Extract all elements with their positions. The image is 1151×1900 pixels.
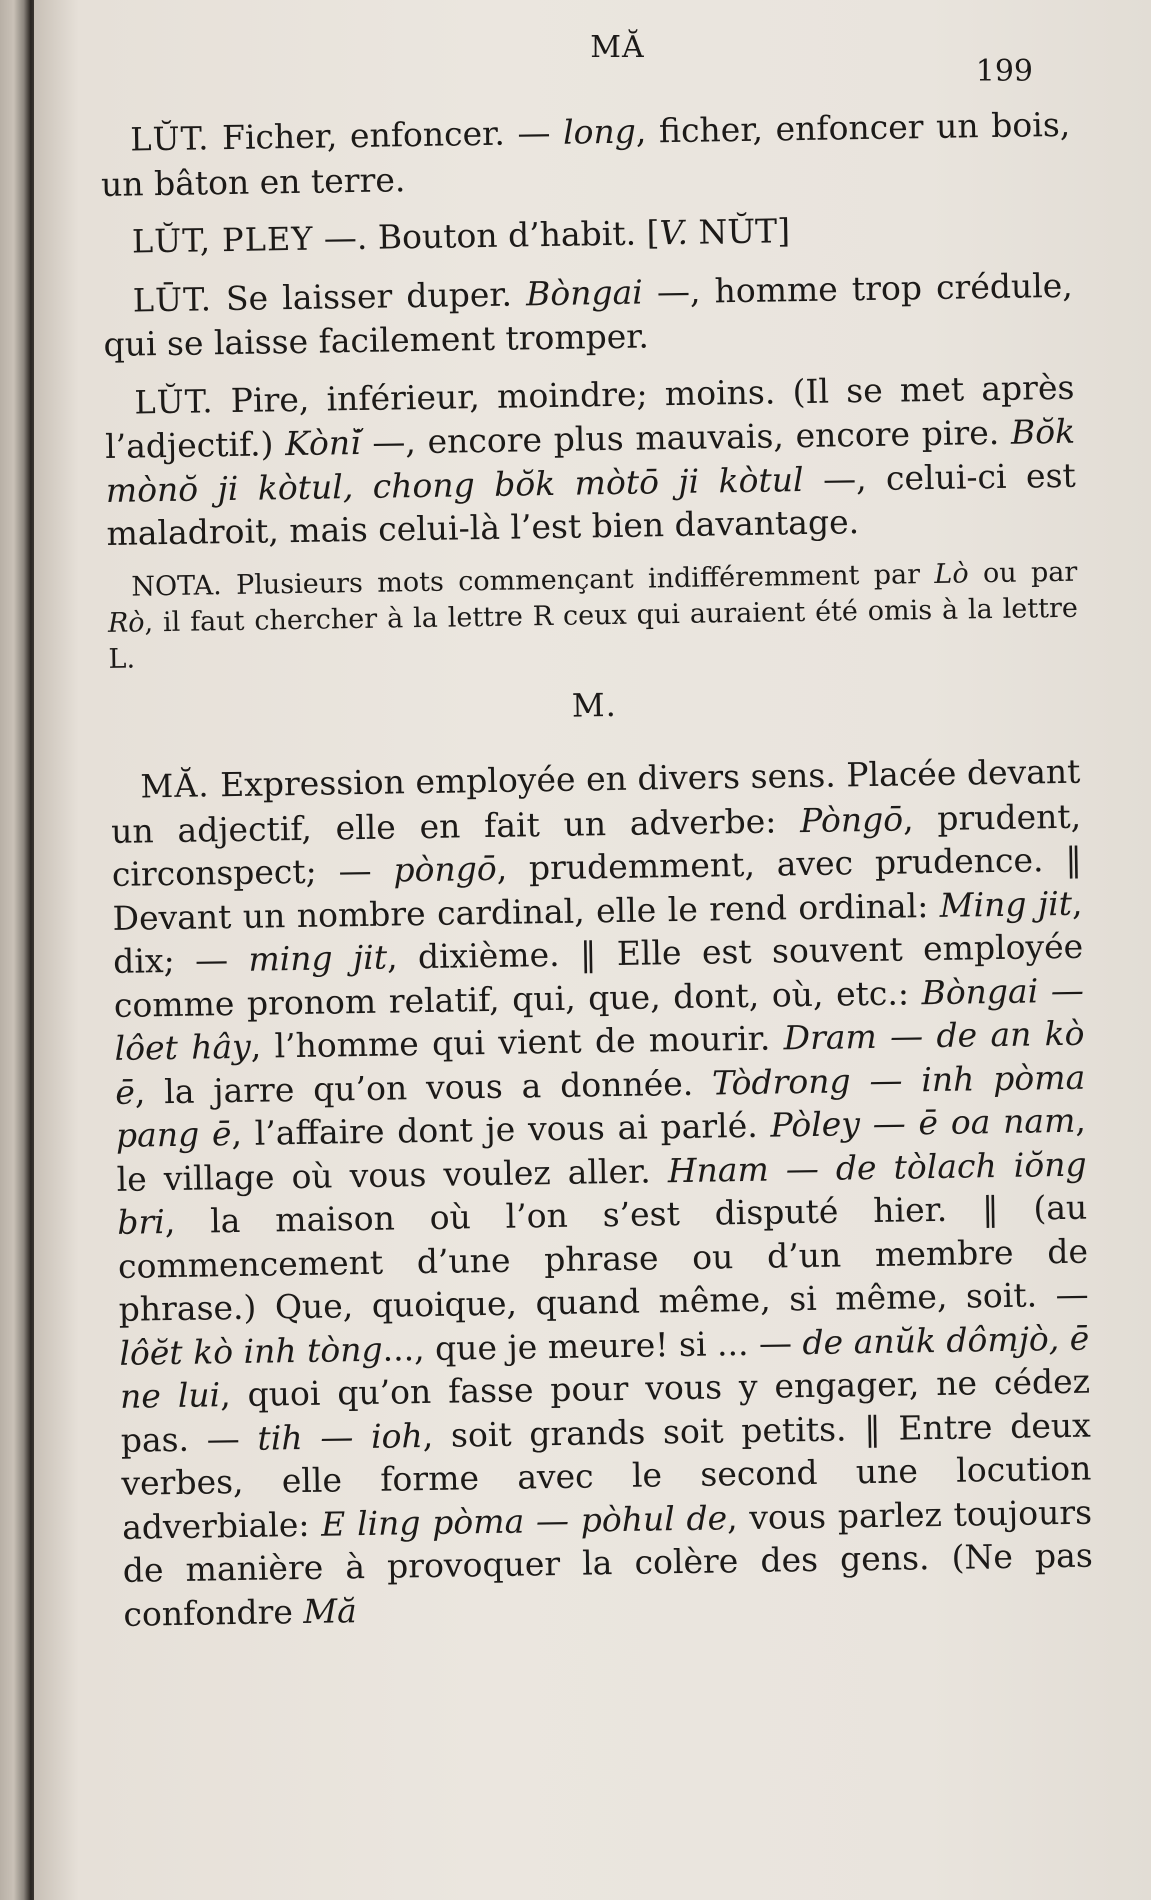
entry-lemma: LŬT. <box>134 381 214 421</box>
definition-text: , l’homme qui vient de mourir. <box>250 1018 784 1066</box>
definition-text: —, celui-ci est maladroit, mais celui-là l’est bien davantage. <box>106 455 1077 553</box>
definition-text: Ficher, enfoncer. — <box>209 112 564 158</box>
dictionary-text <box>100 103 1094 1650</box>
definition-text: —, encore plus mauvais, encore pire. <box>360 412 1012 462</box>
dictionary-entry <box>102 205 1073 265</box>
bahnar-term: de anŭk dômjò, ē ne lui <box>119 1318 1090 1416</box>
definition-text: , l’affaire dont je vous ai parlé. <box>231 1105 771 1154</box>
definition-text: , la maison où l’on s’est disputé hier. ‖ (au commencement d’une phrase ou d’un membre de phrase.) Que, quoique, quand même, si même, soit. — <box>117 1187 1089 1329</box>
bahnar-term: Bòngai — lôet hây <box>114 970 1085 1068</box>
bahnar-term: tih — ioh <box>257 1415 424 1458</box>
bahnar-term: Kòni̇̆ <box>284 422 361 464</box>
definition-text: , dix; — <box>112 883 1083 981</box>
entry-definition <box>111 752 1093 1634</box>
definition-text: Plusieurs mots commençant indifféremment par <box>221 558 935 601</box>
definition-text: , quoi qu’on fasse pour vous y engager, ne cédez pas. — <box>120 1361 1091 1460</box>
bahnar-term: Mă <box>303 1590 358 1631</box>
definition-text: —. Bouton d’habit. [ <box>313 213 660 258</box>
bahnar-term: pòngō <box>393 848 497 890</box>
bahnar-term: E ling pòma — pòhul de <box>320 1497 728 1544</box>
definition-text: , la jarre qu’on vous a donnée. <box>134 1063 713 1112</box>
entry-lemma: MĂ. <box>140 766 210 806</box>
definition-text: , il faut chercher à la lettre R ceux qui auraient été omis à la lettre L. <box>108 592 1079 675</box>
bahnar-term: Rò <box>107 606 145 639</box>
bahnar-term: Bòngai <box>525 271 644 313</box>
definition-text: , dixième. ‖ Elle est souvent employée comme pronom relatif, qui, que, dont, où, etc.: <box>113 926 1084 1025</box>
definition-text: , prudemment, avec prudence. ‖ Devant un nombre cardinal, elle le rend ordinal: <box>112 839 1083 938</box>
definition-text: Pire, inférieur, moindre; moins. (Il se met après l’adjectif.) <box>104 367 1075 466</box>
definition-text: ou par <box>968 556 1078 589</box>
bahnar-term: ming jit <box>248 937 388 979</box>
bahnar-term: lôĕt kò inh tòng <box>119 1329 383 1373</box>
running-head: MĂ <box>590 30 645 65</box>
bahnar-term: Lò <box>934 557 969 590</box>
book-page <box>34 0 1151 1900</box>
entry-lemma: LŪT. <box>132 279 213 320</box>
entry-lemma: LŬT, PLEY <box>131 219 314 261</box>
definition-text: Se laisser duper. <box>211 273 527 318</box>
definition-text: —, homme trop crédule, qui se laisse facilement tromper. <box>103 265 1074 364</box>
dictionary-entry <box>104 365 1077 555</box>
nota-label: NOTA. <box>131 569 222 603</box>
entry-list <box>100 103 1077 556</box>
nota-body <box>108 556 1078 674</box>
book-gutter <box>0 0 34 1900</box>
dictionary-entry <box>103 263 1074 366</box>
bahnar-term: long <box>562 111 637 152</box>
definition-text: Expression employée en divers sens. Placée devant un adjectif, elle en fait un adverbe: <box>110 751 1081 851</box>
dictionary-entry <box>100 103 1071 206</box>
entry-lemma: LŬT. <box>130 119 210 159</box>
definition-text: , vous parlez toujours de manière à provoquer la colère des gens. (Ne pas confondre <box>122 1492 1094 1634</box>
bahnar-term: Dram — de an kò ē <box>114 1013 1085 1112</box>
dictionary-entry-ma <box>110 750 1094 1636</box>
definition-text: ..., que je meure! si ... — <box>382 1322 803 1369</box>
bahnar-term: Bŏk mònŏ ji kòtul, chong bŏk mòtō ji kòtul <box>105 411 1076 510</box>
section-letter-heading: M. <box>571 685 618 725</box>
definition-text: NŬT] <box>687 211 791 252</box>
bahnar-term: Tòdrong — inh pòma pang ē <box>115 1057 1086 1155</box>
definition-text: , le village où vous voulez aller. <box>116 1100 1087 1199</box>
definition-text: , soit grands soit petits. ‖ Entre deux verbes, elle forme avec le second une locution adverbiale: <box>121 1405 1092 1547</box>
nota-paragraph <box>107 554 1079 677</box>
bahnar-term: Hnam — de tòlach iŏng bri <box>117 1144 1087 1242</box>
definition-text: , prudent, circonspect; — <box>111 796 1082 894</box>
bahnar-term: V. <box>659 212 689 253</box>
bahnar-term: Pòngō <box>799 798 904 840</box>
bahnar-term: Ming jit <box>939 883 1073 925</box>
definition-text: , ficher, enfoncer un bois, un bâton en terre. <box>100 104 1071 204</box>
page-number: 199 <box>975 54 1033 89</box>
bahnar-term: Pòley — ē oa nam <box>770 1100 1076 1145</box>
